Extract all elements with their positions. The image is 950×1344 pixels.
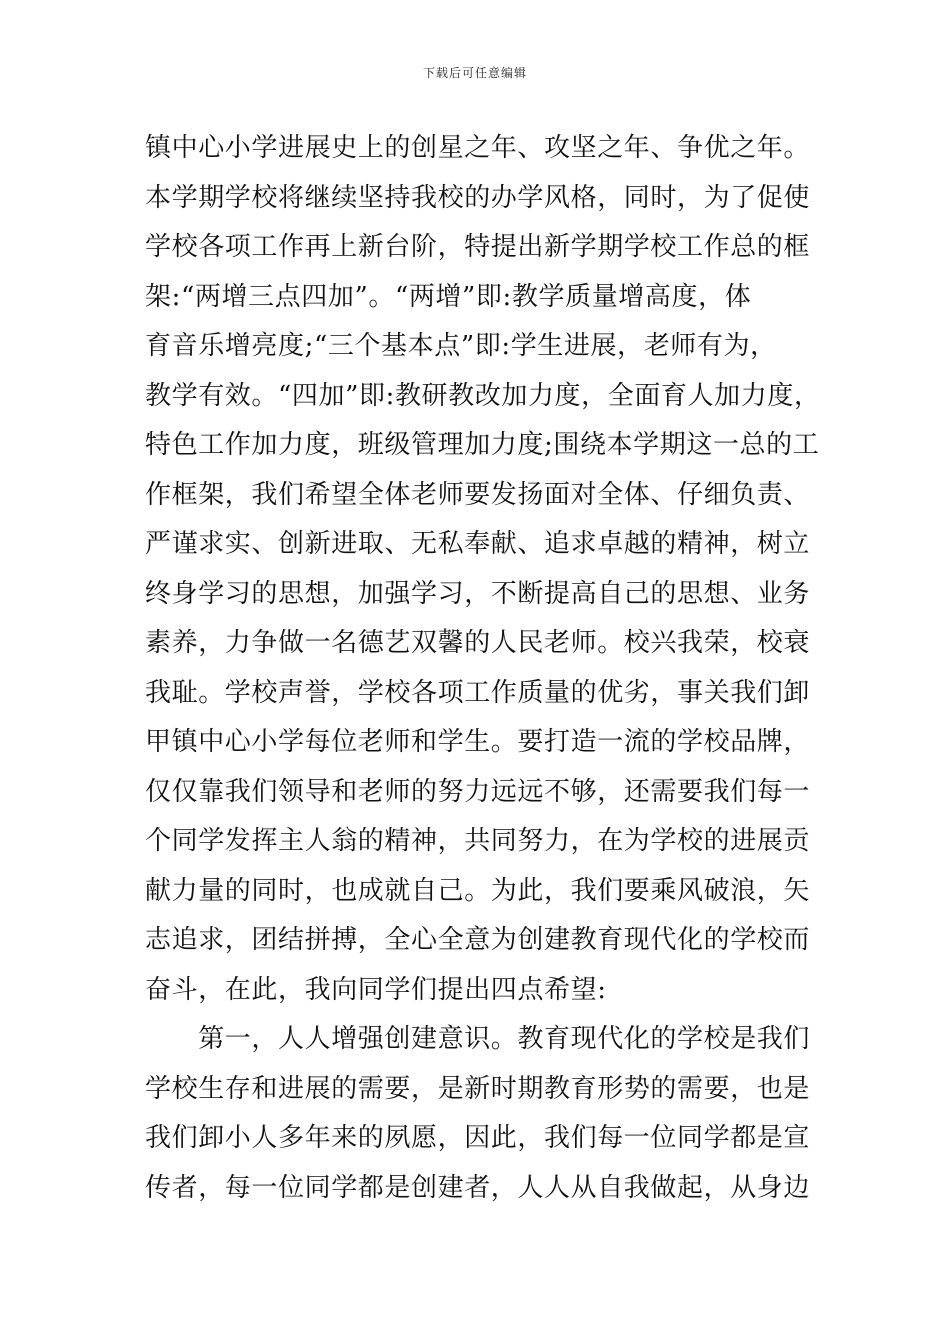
text-line: 学校各项工作再上新台阶，特提出新学期学校工作总的框	[145, 232, 811, 262]
text-line: 特色工作加力度，班级管理加力度;围绕本学期这一总的工	[145, 430, 820, 460]
text-line: 教学有效。“四加”即:教研教改加力度，全面育人加力度，	[145, 380, 821, 411]
header-note: 下载后可任意编辑	[422, 66, 527, 80]
text-line: 志追求，团结拼搏，全心全意为创建教育现代化的学校而	[145, 925, 811, 955]
text-line: 作框架，我们希望全体老师要发扬面对全体、仔细负责、	[145, 479, 811, 510]
text-line: 献力量的同时，也成就自己。为此，我们要乘风破浪，矢	[145, 875, 811, 906]
text-line: 我耻。学校声誉，学校各项工作质量的优劣，事关我们卸	[145, 677, 811, 708]
paragraph-start-line: 第一，人人增强创建意识。教育现代化的学校是我们	[145, 1024, 811, 1054]
text-line: 仅仅靠我们领导和老师的努力远远不够，还需要我们每一	[145, 776, 811, 807]
text-line: 个同学发挥主人翁的精神，共同努力，在为学校的进展贡	[145, 826, 811, 856]
text-line: 严谨求实、创新进取、无私奉献、追求卓越的精神，树立	[145, 529, 811, 559]
text-line: 甲镇中心小学每位老师和学生。要打造一流的学校品牌，	[145, 727, 811, 757]
text-line: 素养，力争做一名德艺双馨的人民老师。校兴我荣，校衰	[145, 628, 811, 658]
text-line: 架:“两增三点四加”。“两增”即:教学质量增高度，体	[145, 281, 752, 312]
text-line: 传者，每一位同学都是创建者，人人从自我做起，从身边	[145, 1172, 811, 1203]
text-line: 终身学习的思想，加强学习，不断提高自己的思想、业务	[145, 578, 811, 609]
text-line: 本学期学校将继续坚持我校的办学风格，同时，为了促使	[145, 182, 811, 213]
text-line: 奋斗，在此，我向同学们提出四点希望:	[145, 974, 607, 1005]
text-line: 学校生存和进展的需要，是新时期教育形势的需要，也是	[145, 1073, 811, 1104]
body-text	[145, 124, 845, 1213]
text-line: 我们卸小人多年来的夙愿，因此，我们每一位同学都是宣	[145, 1123, 811, 1153]
text-line: 镇中心小学进展史上的创星之年、攻坚之年、争优之年。	[145, 133, 811, 163]
text-line: 育音乐增亮度;“三个基本点”即:学生进展，老师有为，	[145, 331, 777, 361]
